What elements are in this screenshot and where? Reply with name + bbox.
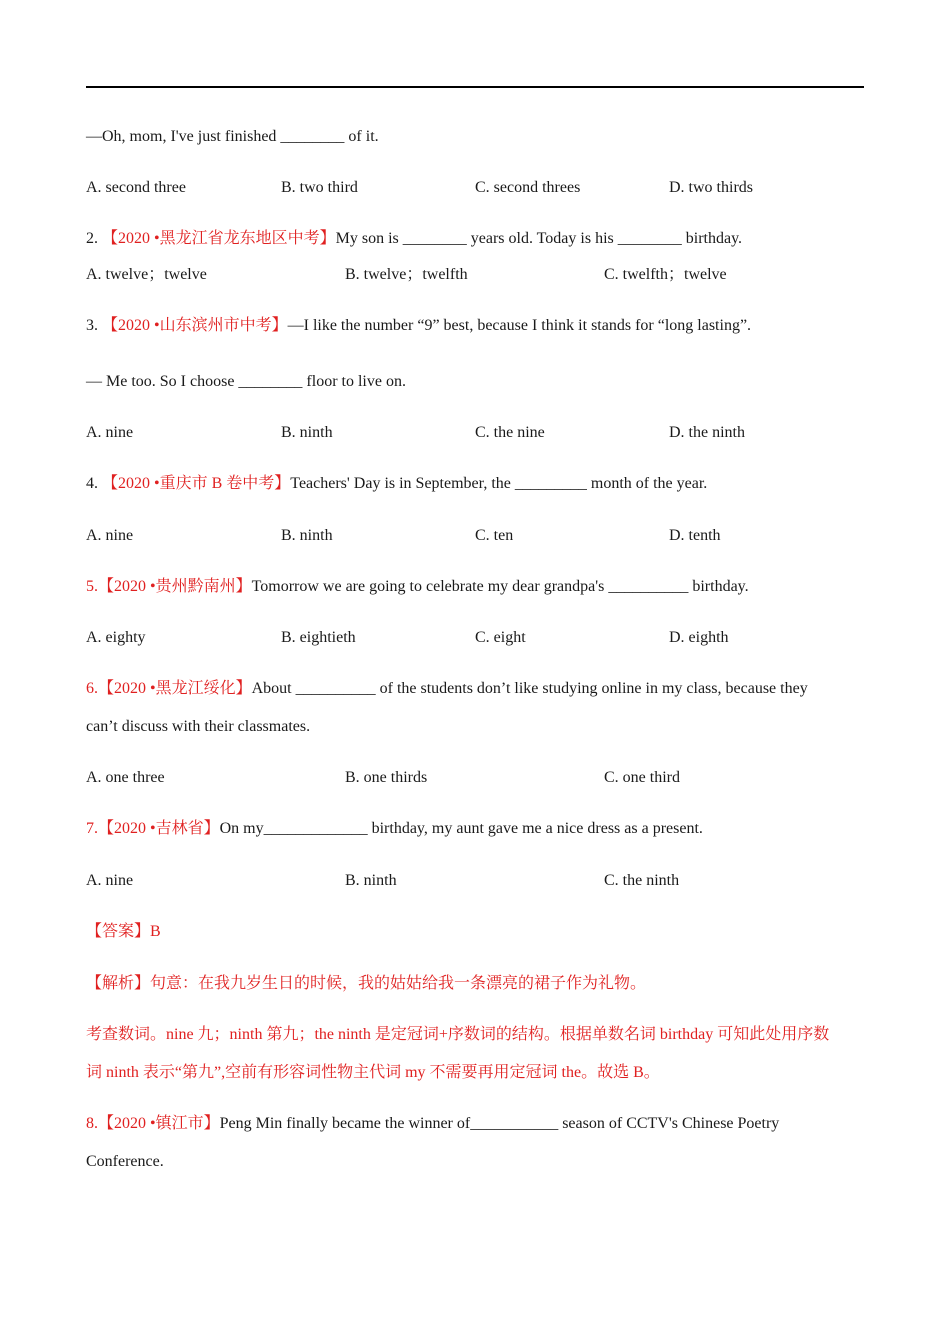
q2-question <box>86 229 742 249</box>
q2-option-b: B. twelve；twelfth <box>345 266 468 283</box>
q8-text: Peng Min finally became the winner of___________ season of CCTV's Chinese Poetry <box>219 1115 780 1132</box>
q5-source-tag: 5.【2020 •贵州黔南州】 <box>86 578 252 595</box>
q3-option-b: B. ninth <box>281 424 333 441</box>
q1-option-c: C. second threes <box>475 179 581 196</box>
q1-option-b: B. two third <box>281 179 358 196</box>
q7-option-b: B. ninth <box>345 872 397 889</box>
q5-option-b: B. eightieth <box>281 629 356 646</box>
q8-text-continued: Conference. <box>86 1153 164 1170</box>
q1-continuation: —Oh, mom, I've just finished ________ of it. <box>86 128 379 145</box>
q7-answer: 【答案】B <box>86 923 161 940</box>
q4-number: 4. <box>86 475 102 492</box>
q7-analysis-conclusion: 词 ninth 表示“第九”,空前有形容词性物主代词 my 不需要再用定冠词 the。故选 B。 <box>86 1064 660 1081</box>
q7-analysis-meaning: 【解析】句意：在我九岁生日的时候，我的姑姑给我一条漂亮的裙子作为礼物。 <box>86 975 647 992</box>
q7-question <box>86 819 703 839</box>
q8-question <box>86 1114 779 1134</box>
q3-question <box>86 316 751 336</box>
q1-option-a: A. second three <box>86 179 186 196</box>
q6-question <box>86 679 808 699</box>
q3-source-tag: 【2020 •山东滨州市中考】 <box>102 317 288 334</box>
q3-reply: — Me too. So I choose ________ floor to live on. <box>86 373 406 390</box>
q7-option-a: A. nine <box>86 872 134 889</box>
q3-option-c: C. the nine <box>475 424 545 441</box>
q5-option-c: C. eight <box>475 629 526 646</box>
q7-source-tag: 7.【2020 •吉林省】 <box>86 820 220 837</box>
q2-number: 2. <box>86 230 102 247</box>
header-rule <box>86 86 864 88</box>
q3-option-d: D. the ninth <box>669 424 745 441</box>
q2-source-tag: 【2020 •黑龙江省龙东地区中考】 <box>102 230 336 247</box>
q4-option-d: D. tenth <box>669 527 721 544</box>
q4-option-a: A. nine <box>86 527 134 544</box>
q2-option-c: C. twelfth；twelve <box>604 266 727 283</box>
q4-question <box>86 474 707 494</box>
q5-option-a: A. eighty <box>86 629 146 646</box>
q4-option-c: C. ten <box>475 527 514 544</box>
q1-option-d: D. two thirds <box>669 179 753 196</box>
q8-source-tag: 8.【2020 •镇江市】 <box>86 1115 220 1132</box>
q5-option-d: D. eighth <box>669 629 729 646</box>
q6-source-tag: 6.【2020 •黑龙江绥化】 <box>86 680 252 697</box>
q3-text: —I like the number “9” best, because I think it stands for “long lasting”. <box>287 317 752 334</box>
q5-question <box>86 577 749 597</box>
q4-option-b: B. ninth <box>281 527 333 544</box>
q6-text: About __________ of the students don’t like studying online in my class, because they <box>251 680 808 697</box>
q4-text: Teachers' Day is in September, the _________ month of the year. <box>290 475 708 492</box>
q7-option-c: C. the ninth <box>604 872 680 889</box>
q3-number: 3. <box>86 317 102 334</box>
q6-option-a: A. one three <box>86 769 165 786</box>
q2-option-a: A. twelve；twelve <box>86 266 207 283</box>
q3-option-a: A. nine <box>86 424 134 441</box>
q2-text: My son is ________ years old. Today is his ________ birthday. <box>335 230 743 247</box>
q6-text-continued: can’t discuss with their classmates. <box>86 718 311 735</box>
q5-text: Tomorrow we are going to celebrate my dear grandpa's __________ birthday. <box>251 578 749 595</box>
q4-source-tag: 【2020 •重庆市 B 卷中考】 <box>102 475 291 492</box>
q7-analysis-explanation: 考查数词。nine 九；ninth 第九；the ninth 是定冠词+序数词的结构。根据单数名词 birthday 可知此处用序数 <box>86 1026 830 1043</box>
q7-text: On my_____________ birthday, my aunt gave me a nice dress as a present. <box>219 820 703 837</box>
q6-option-b: B. one thirds <box>345 769 428 786</box>
q6-option-c: C. one third <box>604 769 680 786</box>
